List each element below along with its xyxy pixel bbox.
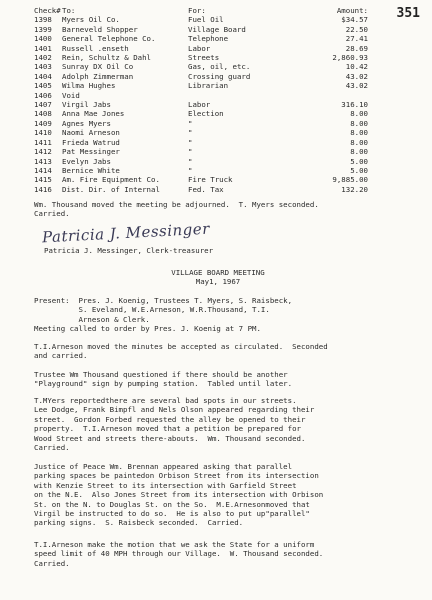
- amount: [298, 91, 368, 100]
- purpose: Labor: [188, 43, 211, 53]
- paragraph-streets: T.MYers reportedthere are several bad spots in our streets. Lee Dodge, Frank Bimpfl and Nels Olson appeared regarding their street. Gordon Forbed requested the alley be opened to their property. T.I.Arneson moved that a petition be prepared for Wood Street and streets there-abouts. Wm. Thousand seconded. Carried.: [34, 396, 315, 453]
- amount: 8.00: [350, 137, 368, 147]
- ledger-row: [34, 72, 368, 81]
- ledger-row: [34, 91, 368, 100]
- ledger-row: [34, 44, 368, 53]
- amount: 316.10: [341, 100, 368, 110]
- purpose: Village Board: [188, 24, 246, 34]
- check-number: 1403: [34, 62, 52, 72]
- ledger-row: [34, 15, 368, 24]
- payee: Wilma Hughes: [62, 81, 116, 91]
- amount: 132.20: [341, 184, 368, 194]
- handwritten-signature: Patricia J. Messinger: [41, 219, 211, 247]
- present-paragraph: Present: Pres. J. Koenig, Trustees T. Myers, S. Raisbeck, S. Eveland, W.E.Arneson, W.R.Thousand, T.I. Arneson & Clerk.: [34, 296, 293, 324]
- signature-line: Patricia J. Messinger, Clerk-treasurer: [44, 246, 214, 255]
- amount: 8.00: [350, 109, 368, 119]
- ledger-row: [34, 100, 368, 109]
- payee: Agnes Myers: [62, 118, 111, 128]
- check-number: 1411: [34, 137, 52, 147]
- check-number: 1398: [34, 15, 52, 25]
- adjourn-text: [34, 200, 402, 219]
- check-number: 1410: [34, 128, 52, 138]
- payee: Dist. Dir. of Internal: [62, 184, 160, 194]
- ledger-row: [34, 157, 368, 166]
- check-number: 1404: [34, 71, 52, 81]
- parking-request: [34, 462, 402, 528]
- header-to: To:: [62, 6, 76, 15]
- ledger-row: [34, 138, 368, 147]
- paragraph-parking: Justice of Peace Wm. Brennan appeared asking that parallel parking spaces be paintedon Orbison Street from its intersection with Kenzie Street to its intersection with Garfield Street on the N.E. Also Jones Street from its intersection with Orbison St. on the N. to Douglas St. on the So. M.E.Arnesonmoved that Virgil be instructed to do so. He is also to put up"parallel" parking signs. S. Raisbeck seconded. Carried.: [34, 462, 324, 528]
- check-number: 1402: [34, 53, 52, 63]
- header-amount: Amount:: [336, 6, 368, 15]
- check-number: 1414: [34, 165, 52, 175]
- ledger-row: [34, 53, 368, 62]
- amount: 5.00: [350, 165, 368, 175]
- purpose: Gas, oil, etc.: [188, 62, 251, 72]
- called-to-order: Meeting called to order by Pres. J. Koenig at 7 PM.: [34, 324, 261, 334]
- header-for: For:: [188, 6, 206, 15]
- purpose: ": [188, 128, 193, 138]
- payee: General Telephone Co.: [62, 34, 156, 44]
- minutes-approval: [34, 342, 402, 361]
- paragraph-speed-limit: T.I.Arneson make the motion that we ask the State for a uniform speed limit of 40 MPH through our Village. W. Thousand seconded. Carried.: [34, 540, 324, 568]
- purpose: Crossing guard: [188, 71, 251, 81]
- purpose: Fuel Oil: [188, 15, 224, 25]
- check-number: 1409: [34, 118, 52, 128]
- payee: Virgil Jabs: [62, 100, 111, 110]
- check-number: 1408: [34, 109, 52, 119]
- amount: 9,885.00: [332, 175, 368, 185]
- ledger-row: [34, 62, 368, 71]
- payee: Russell .enseth: [62, 43, 129, 53]
- page-number: 351: [396, 6, 420, 21]
- meeting-title: VILLAGE BOARD MEETING: [171, 268, 265, 277]
- purpose: Streets: [188, 53, 220, 63]
- payee: Evelyn Jabs: [62, 156, 111, 166]
- ledger-row: [34, 119, 368, 128]
- payee: Myers Oil Co.: [62, 15, 120, 25]
- amount: 8.00: [350, 118, 368, 128]
- check-number: 1405: [34, 81, 52, 91]
- amount: $34.57: [341, 15, 368, 25]
- check-number: 1400: [34, 34, 52, 44]
- purpose: ": [188, 147, 193, 157]
- payee: Bernice White: [62, 165, 120, 175]
- ledger-row: [34, 34, 368, 43]
- speed-limit: [34, 540, 402, 568]
- paragraph-minutes-accepted: T.I.Arneson moved the minutes be accepted as circulated. Seconded and carried.: [34, 342, 328, 361]
- check-number: 1401: [34, 43, 52, 53]
- ledger-row: [34, 175, 368, 184]
- purpose: Election: [188, 109, 224, 119]
- payee: Frieda Watrud: [62, 137, 120, 147]
- payee: Sunray DX Oil Co: [62, 62, 134, 72]
- check-number: 1415: [34, 175, 52, 185]
- purpose: Librarian: [188, 81, 229, 91]
- amount: 5.00: [350, 156, 368, 166]
- amount: 8.00: [350, 147, 368, 157]
- payee: Adolph Zimmerman: [62, 71, 134, 81]
- payee: Void: [62, 90, 80, 100]
- amount: 2,860.93: [332, 53, 368, 63]
- meeting-date: May1, 1967: [195, 277, 241, 287]
- amount: 28.69: [345, 43, 368, 53]
- ledger-row: [34, 147, 368, 156]
- payee: Am. Fire Equipment Co.: [62, 175, 160, 185]
- check-number: 1406: [34, 90, 52, 100]
- amount: 22.50: [345, 24, 368, 34]
- paragraph-playground-sign: Trustee Wm Thousand questioned if there should be another "Playground" sign by pumping station. Tabled until later.: [34, 370, 293, 389]
- amount: 43.02: [345, 81, 368, 91]
- payee: Pat Messinger: [62, 147, 120, 157]
- adjourn-paragraph: Wm. Thousand moved the meeting be adjourned. T. Myers seconded. Carried.: [34, 200, 319, 219]
- ledger-rows: [34, 15, 368, 194]
- purpose: ": [188, 156, 193, 166]
- check-number: 1399: [34, 24, 52, 34]
- amount: 27.41: [345, 34, 368, 44]
- purpose: Telephone: [188, 34, 229, 44]
- check-number: 1413: [34, 156, 52, 166]
- payee: Naomi Arneson: [62, 128, 120, 138]
- header-check: Check#: [34, 6, 61, 15]
- ledger-row: [34, 166, 368, 175]
- signature-line-block: [34, 246, 402, 255]
- purpose: Fire Truck: [188, 175, 233, 185]
- streets-report: [34, 396, 402, 452]
- purpose: ": [188, 137, 193, 147]
- check-number: 1412: [34, 147, 52, 157]
- payee: Rein, Schultz & Dahl: [62, 53, 151, 63]
- purpose: Fed. Tax: [188, 184, 224, 194]
- check-number: 1416: [34, 184, 52, 194]
- purpose: ": [188, 165, 193, 175]
- ledger-row: [34, 81, 368, 90]
- playground-sign: [34, 370, 402, 389]
- ledger-row: [34, 185, 368, 194]
- amount: 8.00: [350, 128, 368, 138]
- check-ledger: [34, 6, 368, 194]
- purpose: ": [188, 118, 193, 128]
- amount: 10.42: [345, 62, 368, 72]
- meeting-heading: [34, 268, 402, 287]
- ledger-row: [34, 128, 368, 137]
- payee: Anna Mae Jones: [62, 109, 125, 119]
- ledger-row: [34, 109, 368, 118]
- present-block: [34, 296, 402, 334]
- check-number: 1407: [34, 100, 52, 110]
- amount: 43.02: [345, 71, 368, 81]
- purpose: Labor: [188, 100, 211, 110]
- ledger-row: [34, 25, 368, 34]
- ledger-header-row: [34, 6, 368, 15]
- purpose: [188, 91, 298, 100]
- payee: Barneveld Shopper: [62, 24, 138, 34]
